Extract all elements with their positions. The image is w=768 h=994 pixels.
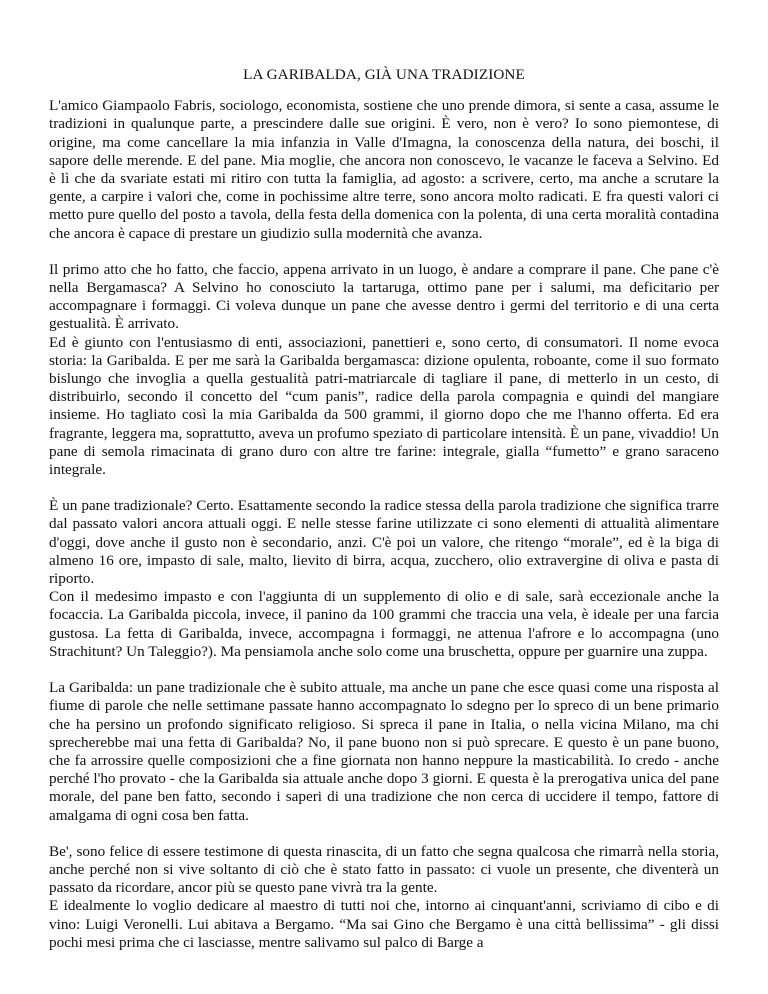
paragraph-group-2 xyxy=(49,261,719,479)
paragraph-6: La Garibalda: un pane tradizionale che è subito attuale, ma anche un pane che esce quasi come una risposta al fiume di parole che nelle settimane passate hanno accompagnato lo sdegno per lo spreco di un bene primario che ha persino un profondo significato religioso. Si spreca il pane in Italia, o nella vicina Milano, ma chi sprecherebbe mai una fetta di Garibalda? No, il pane buono non si può sprecare. E questo è un pane buono, che fa arrossire quelle composizioni che a fine giornata non hanno neppure la masticabilità. Io credo - anche perché l'ho provato - che la Garibalda sia attuale anche dopo 3 giorni. E questa è la prerogativa unica del pane morale, del pane ben fatto, secondo i saperi di una tradizione che non cerca di uccidere il tempo, fattore di amalgama di ogni cosa ben fatta. xyxy=(49,679,719,824)
paragraph-group-5 xyxy=(49,843,719,952)
document-title: LA GARIBALDA, GIÀ UNA TRADIZIONE xyxy=(243,66,525,83)
paragraph-7: Be', sono felice di essere testimone di questa rinascita, di un fatto che segna qualcosa che rimarrà nella storia, anche perché non si vive soltanto di ciò che è stato fatto in passato: ci vuole un presente, che diventerà un passato da ricordare, ancor più se questo pane vivrà tra la gente. xyxy=(49,842,719,897)
paragraph-1: L'amico Giampaolo Fabris, sociologo, economista, sostiene che uno prende dimora, si sente a casa, assume le tradizioni in qualunque parte, a prescindere dalle sue origini. È vero, non è vero? Io sono piemontese, di origine, ma come cancellare la mia infanzia in Valle d'Imagna, la conoscenza della natura, dei boschi, il sapore delle merende. E del pane. Mia moglie, che ancora non conoscevo, le vacanze le faceva a Selvino. Ed è lì che da svariate estati mi ritiro con tutta la famiglia, ad agosto: a scrivere, certo, ma anche a scrutare la gente, a carpire i valori che, come in pochissime altre terre, sono ancora molto radicati. E fra questi valori ci metto pure quello del posto a tavola, della festa della domenica con la polenta, di una certa moralità contadina che ancora è capace di prestare un giudizio sulla modernità che avanza. xyxy=(49,97,719,242)
paragraph-group-3 xyxy=(49,497,719,661)
paragraph-8: E idealmente lo voglio dedicare al maestro di tutti noi che, intorno ai cinquant'anni, scriviamo di cibo e di vino: Luigi Veronelli. Lui abitava a Bergamo. “Ma sai Gino che Bergamo è una città bellissima” - gli dissi pochi mesi prima che ci lasciasse, mentre salivamo sul palco di Barge a xyxy=(49,897,719,951)
document-page xyxy=(49,66,719,970)
paragraph-4: È un pane tradizionale? Certo. Esattamente secondo la radice stessa della parola tradizione che significa trarre dal passato valori ancora attuali oggi. E nelle stesse farine utilizzate ci sono elementi di attualità alimentare d'oggi, dove anche il gusto non è secondario, anzi. C'è poi un valore, che ritengo “morale”, ed è la biga di almeno 16 ore, impasto di sale, malto, lievito di birra, acqua, zucchero, olio extravergine di oliva e pasta di riporto. xyxy=(49,497,719,588)
paragraph-5: Con il medesimo impasto e con l'aggiunta di un supplemento di olio e di sale, sarà eccezionale anche la focaccia. La Garibalda piccola, invece, il panino da 100 grammi che traccia una vela, è ideale per una farcia gustosa. La fetta di Garibalda, invece, accompagna i formaggi, ne attenua l'afrore e lo accompagna (uno Strachitunt? Un Taleggio?). Ma pensiamola anche solo come una bruschetta, oppure per guarnire una zuppa. xyxy=(49,588,719,660)
paragraph-3: Ed è giunto con l'entusiasmo di enti, associazioni, panettieri e, sono certo, di consumatori. Il nome evoca storia: la Garibalda. E per me sarà la Garibalda bergamasca: dizione opulenta, roboante, come il suo formato bislungo che invoglia a quella gestualità patri-matriarcale di tagliare il pane, di metterlo in un cesto, di distribuirlo, secondo il concetto del “cum panis”, radice della parola compagnia e quindi del mangiare insieme. Ho tagliato così la mia Garibalda da 500 grammi, il giorno dopo che me l'hanno offerta. Ed era fragrante, leggera ma, soprattutto, aveva un profumo speziato di particolare intensità. È un pane, vivaddio! Un pane di semola rimacinata di grano duro con altre tre farine: integrale, gialla “fumetto” e grano saraceno integrale. xyxy=(49,333,719,479)
paragraph-2: Il primo atto che ho fatto, che faccio, appena arrivato in un luogo, è andare a comprare il pane. Che pane c'è nella Bergamasca? A Selvino ho conosciuto la tartaruga, ottimo pane per i salumi, ma deficitario per accompagnare i formaggi. Ci voleva dunque un pane che avesse dentro i germi del territorio e di una certa gestualità. È arrivato. xyxy=(49,260,719,333)
